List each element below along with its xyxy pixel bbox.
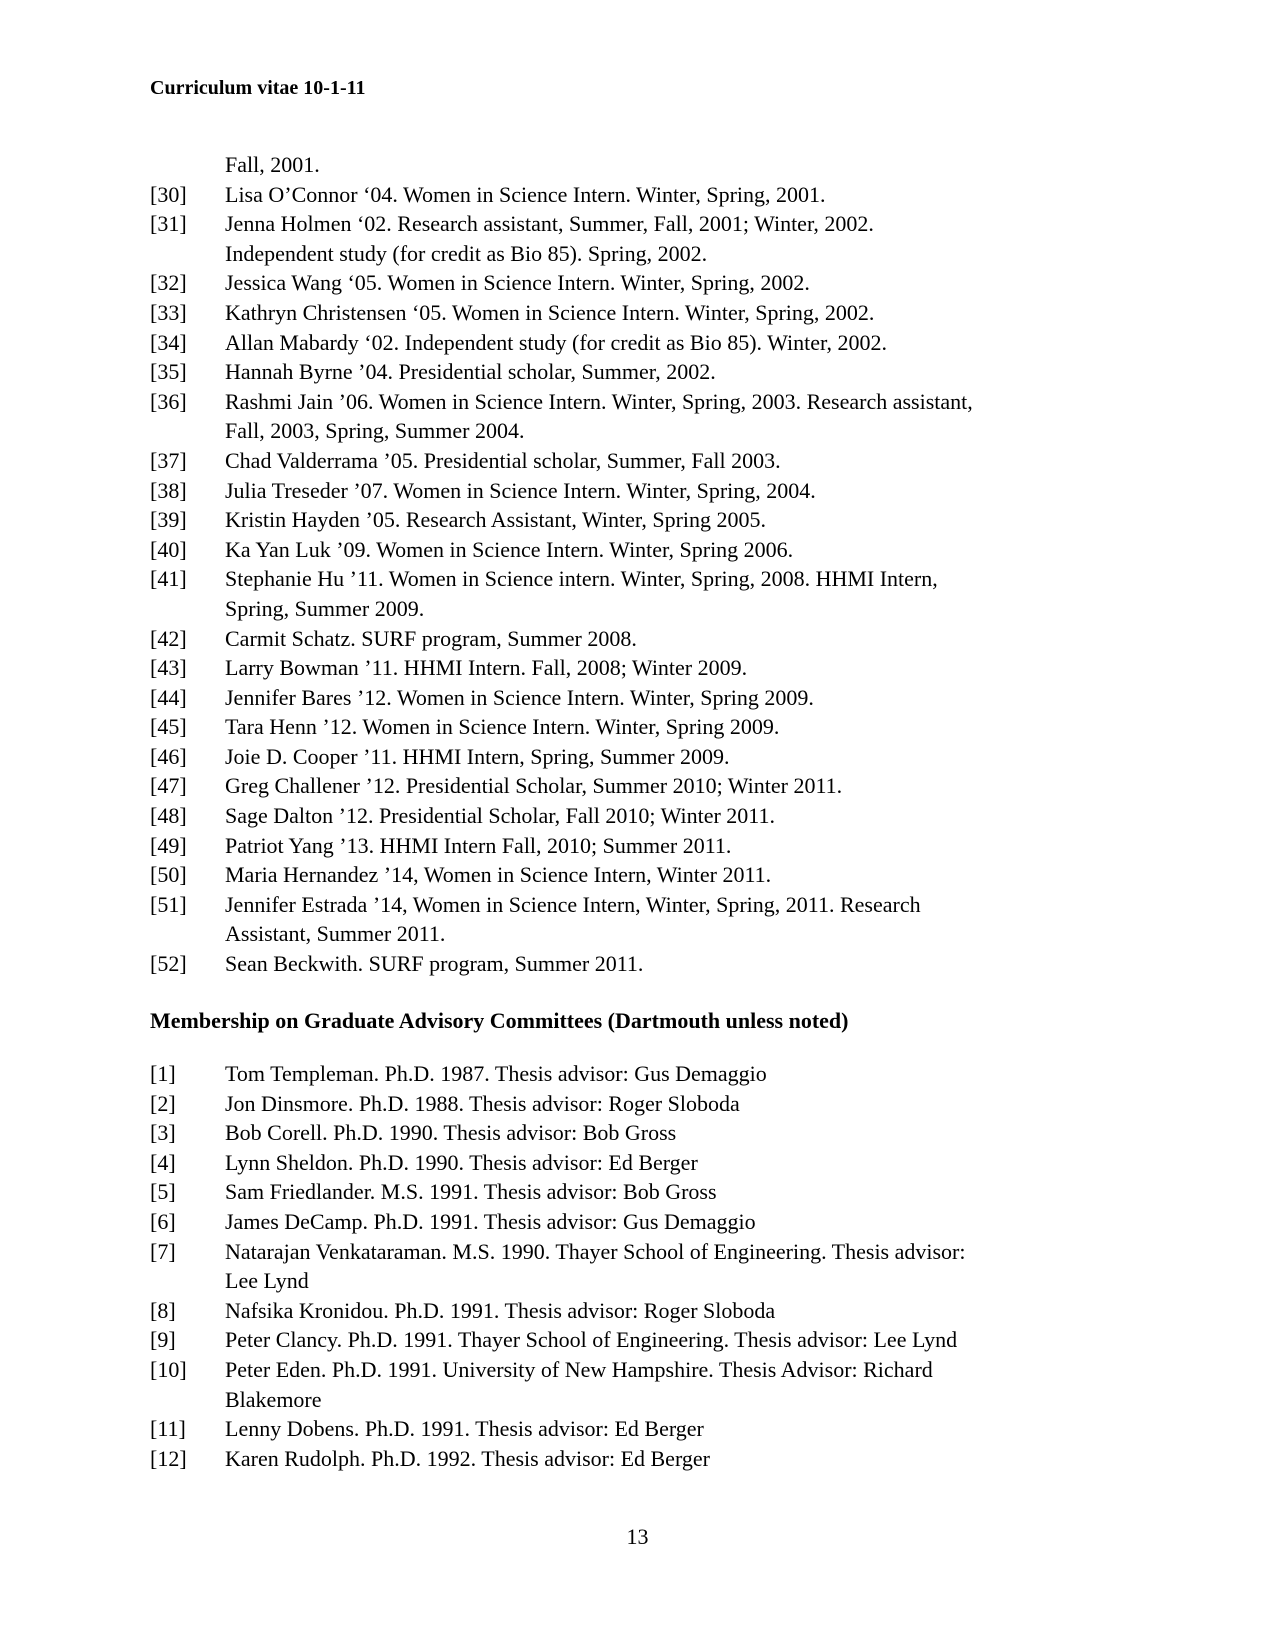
entry-line: Lisa O’Connor ‘04. Women in Science Intern. Winter, Spring, 2001. xyxy=(225,181,826,207)
student-entry xyxy=(150,801,1130,831)
committee-entry xyxy=(150,1089,1130,1119)
committee-entry xyxy=(150,1059,1130,1089)
entry-text xyxy=(225,209,1130,268)
entry-number: [50] xyxy=(150,862,187,888)
running-header: Curriculum vitae 10-1-11 xyxy=(150,77,366,99)
entry-number: [3] xyxy=(150,1120,176,1146)
entry-text xyxy=(225,298,1130,328)
committee-entry xyxy=(150,1325,1130,1355)
entry-number: [12] xyxy=(150,1445,187,1471)
entry-number: [43] xyxy=(150,655,187,681)
entry-line: Joie D. Cooper ’11. HHMI Intern, Spring, Summer 2009. xyxy=(225,743,730,769)
entry-text xyxy=(225,624,1130,654)
student-entry xyxy=(150,357,1130,387)
committee-entry xyxy=(150,1148,1130,1178)
entry-text xyxy=(225,1325,1130,1355)
entry-text xyxy=(225,890,1130,949)
entry-line: Jennifer Bares ’12. Women in Science Intern. Winter, Spring 2009. xyxy=(225,684,814,710)
entry-number: [9] xyxy=(150,1327,176,1353)
entry-number: [5] xyxy=(150,1179,176,1205)
page-number: 13 xyxy=(626,1524,649,1549)
entry-line: Independent study (for credit as Bio 85). Spring, 2002. xyxy=(225,240,708,266)
entry-line: Julia Treseder ’07. Women in Science Intern. Winter, Spring, 2004. xyxy=(225,477,816,503)
entry-number: [40] xyxy=(150,536,187,562)
entry-line: Fall, 2003, Spring, Summer 2004. xyxy=(225,418,525,444)
entry-line: Stephanie Hu ’11. Women in Science intern. Winter, Spring, 2008. HHMI Intern, xyxy=(225,566,938,592)
entry-text xyxy=(225,801,1130,831)
entry-line: Spring, Summer 2009. xyxy=(225,595,425,621)
entry-line: James DeCamp. Ph.D. 1991. Thesis advisor: Gus Demaggio xyxy=(225,1208,756,1234)
entry-text xyxy=(225,564,1130,623)
entry-line: Tom Templeman. Ph.D. 1987. Thesis advisor: Gus Demaggio xyxy=(225,1061,767,1086)
entry-line: Jessica Wang ‘05. Women in Science Intern. Winter, Spring, 2002. xyxy=(225,270,810,296)
entry-text xyxy=(225,771,1130,801)
entry-number: [51] xyxy=(150,891,187,917)
entry-number: [30] xyxy=(150,181,187,207)
entry-number: [36] xyxy=(150,388,187,414)
entry-line: Kathryn Christensen ‘05. Women in Science Intern. Winter, Spring, 2002. xyxy=(225,299,875,325)
entry-number: [8] xyxy=(150,1297,176,1323)
entry-number: [39] xyxy=(150,507,187,533)
section-heading: Membership on Graduate Advisory Committees (Dartmouth unless noted) xyxy=(150,1008,849,1033)
student-entry xyxy=(150,949,1130,979)
entry-line: Natarajan Venkataraman. M.S. 1990. Thayer School of Engineering. Thesis advisor: xyxy=(225,1238,966,1264)
entry-text xyxy=(225,1355,1130,1414)
committee-entry xyxy=(150,1237,1130,1296)
entry-text xyxy=(225,1148,1130,1178)
entry-text xyxy=(225,1177,1130,1207)
entry-number: [46] xyxy=(150,743,187,769)
committee-entry xyxy=(150,1177,1130,1207)
entry-line: Larry Bowman ’11. HHMI Intern. Fall, 2008; Winter 2009. xyxy=(225,655,748,681)
entry-line: Carmit Schatz. SURF program, Summer 2008. xyxy=(225,625,637,651)
student-entry xyxy=(150,742,1130,772)
student-entry xyxy=(150,268,1130,298)
entry-number: [32] xyxy=(150,270,187,296)
entry-text xyxy=(225,860,1130,890)
student-entry xyxy=(150,653,1130,683)
committee-entry xyxy=(150,1118,1130,1148)
entry-number: [6] xyxy=(150,1208,176,1234)
continued-entry-line: Fall, 2001. xyxy=(225,152,320,177)
student-entry xyxy=(150,831,1130,861)
entry-line: Assistant, Summer 2011. xyxy=(225,921,446,947)
entry-text xyxy=(225,1296,1130,1326)
entry-line: Maria Hernandez ’14, Women in Science Intern, Winter 2011. xyxy=(225,862,772,888)
student-entry xyxy=(150,180,1130,210)
entry-line: Allan Mabardy ‘02. Independent study (for credit as Bio 85). Winter, 2002. xyxy=(225,329,887,355)
entry-text xyxy=(225,505,1130,535)
student-entry xyxy=(150,683,1130,713)
entry-text xyxy=(225,1414,1130,1444)
entry-line: Sage Dalton ’12. Presidential Scholar, Fall 2010; Winter 2011. xyxy=(225,803,775,829)
committee-entries xyxy=(150,1059,1130,1473)
entry-text xyxy=(225,653,1130,683)
committee-entry xyxy=(150,1296,1130,1326)
entry-number: [45] xyxy=(150,714,187,740)
entry-number: [1] xyxy=(150,1061,176,1086)
entry-line: Nafsika Kronidou. Ph.D. 1991. Thesis advisor: Roger Sloboda xyxy=(225,1297,776,1323)
student-entry xyxy=(150,446,1130,476)
student-entry xyxy=(150,771,1130,801)
entry-text xyxy=(225,328,1130,358)
entry-number: [10] xyxy=(150,1356,187,1382)
entry-line: Peter Clancy. Ph.D. 1991. Thayer School of Engineering. Thesis advisor: Lee Lynd xyxy=(225,1327,958,1353)
entry-text xyxy=(225,1207,1130,1237)
entry-text xyxy=(225,1237,1130,1296)
entry-number: [48] xyxy=(150,803,187,829)
entry-line: Bob Corell. Ph.D. 1990. Thesis advisor: Bob Gross xyxy=(225,1120,677,1146)
student-entry xyxy=(150,890,1130,949)
entry-line: Lenny Dobens. Ph.D. 1991. Thesis advisor: Ed Berger xyxy=(225,1416,704,1442)
entry-text xyxy=(225,387,1130,446)
entry-line: Jennifer Estrada ’14, Women in Science Intern, Winter, Spring, 2011. Research xyxy=(225,891,921,917)
entry-line: Ka Yan Luk ’09. Women in Science Intern. Winter, Spring 2006. xyxy=(225,536,794,562)
committee-entry xyxy=(150,1207,1130,1237)
student-entry xyxy=(150,505,1130,535)
entry-number: [49] xyxy=(150,832,187,858)
entry-line: Lee Lynd xyxy=(225,1268,309,1294)
entry-number: [42] xyxy=(150,625,187,651)
entry-text xyxy=(225,476,1130,506)
entry-line: Hannah Byrne ’04. Presidential scholar, Summer, 2002. xyxy=(225,359,716,385)
committee-entry xyxy=(150,1414,1130,1444)
entry-number: [31] xyxy=(150,211,187,237)
committee-entry xyxy=(150,1444,1130,1474)
entry-text xyxy=(225,831,1130,861)
entry-text xyxy=(225,357,1130,387)
entry-line: Patriot Yang ’13. HHMI Intern Fall, 2010; Summer 2011. xyxy=(225,832,732,858)
entry-line: Greg Challener ’12. Presidential Scholar, Summer 2010; Winter 2011. xyxy=(225,773,843,799)
entry-line: Lynn Sheldon. Ph.D. 1990. Thesis advisor: Ed Berger xyxy=(225,1149,698,1175)
entry-number: [44] xyxy=(150,684,187,710)
entry-line: Sam Friedlander. M.S. 1991. Thesis advisor: Bob Gross xyxy=(225,1179,717,1205)
entry-text xyxy=(225,1089,1130,1119)
entry-text xyxy=(225,180,1130,210)
student-entry xyxy=(150,209,1130,268)
entry-number: [47] xyxy=(150,773,187,799)
entry-number: [7] xyxy=(150,1238,176,1264)
entry-text xyxy=(225,742,1130,772)
entry-line: Rashmi Jain ’06. Women in Science Intern. Winter, Spring, 2003. Research assistant, xyxy=(225,388,973,414)
entry-number: [35] xyxy=(150,359,187,385)
entry-text xyxy=(225,268,1130,298)
entry-number: [41] xyxy=(150,566,187,592)
entry-text xyxy=(225,1444,1130,1474)
entry-text xyxy=(225,1118,1130,1148)
entry-line: Karen Rudolph. Ph.D. 1992. Thesis advisor: Ed Berger xyxy=(225,1445,710,1471)
entry-line: Blakemore xyxy=(225,1386,322,1412)
entry-number: [11] xyxy=(150,1416,186,1442)
entry-line: Kristin Hayden ’05. Research Assistant, Winter, Spring 2005. xyxy=(225,507,767,533)
entry-line: Peter Eden. Ph.D. 1991. University of New Hampshire. Thesis Advisor: Richard xyxy=(225,1356,933,1382)
entry-line: Jon Dinsmore. Ph.D. 1988. Thesis advisor: Roger Sloboda xyxy=(225,1090,740,1116)
entry-text xyxy=(225,949,1130,979)
entry-line: Sean Beckwith. SURF program, Summer 2011. xyxy=(225,951,644,977)
entry-text xyxy=(225,683,1130,713)
entry-number: [4] xyxy=(150,1149,176,1175)
student-entry xyxy=(150,387,1130,446)
student-entry xyxy=(150,298,1130,328)
entry-number: [37] xyxy=(150,447,187,473)
student-entry xyxy=(150,624,1130,654)
entry-line: Chad Valderrama ’05. Presidential scholar, Summer, Fall 2003. xyxy=(225,447,781,473)
entry-number: [33] xyxy=(150,299,187,325)
entry-number: [52] xyxy=(150,951,187,977)
entry-text xyxy=(225,446,1130,476)
student-entry xyxy=(150,860,1130,890)
entry-text xyxy=(225,1059,1130,1089)
student-list xyxy=(150,150,1130,979)
student-entry xyxy=(150,712,1130,742)
entry-number: [2] xyxy=(150,1090,176,1116)
student-entry xyxy=(150,476,1130,506)
committee-list xyxy=(150,1059,1130,1473)
entry-text xyxy=(225,535,1130,565)
entry-number: [38] xyxy=(150,477,187,503)
student-entry xyxy=(150,535,1130,565)
entry-line: Jenna Holmen ‘02. Research assistant, Summer, Fall, 2001; Winter, 2002. xyxy=(225,211,874,237)
student-entry xyxy=(150,564,1130,623)
student-entry xyxy=(150,328,1130,358)
entry-line: Tara Henn ’12. Women in Science Intern. Winter, Spring 2009. xyxy=(225,714,780,740)
committee-entry xyxy=(150,1355,1130,1414)
entry-number: [34] xyxy=(150,329,187,355)
student-entries xyxy=(150,180,1130,979)
entry-text xyxy=(225,712,1130,742)
